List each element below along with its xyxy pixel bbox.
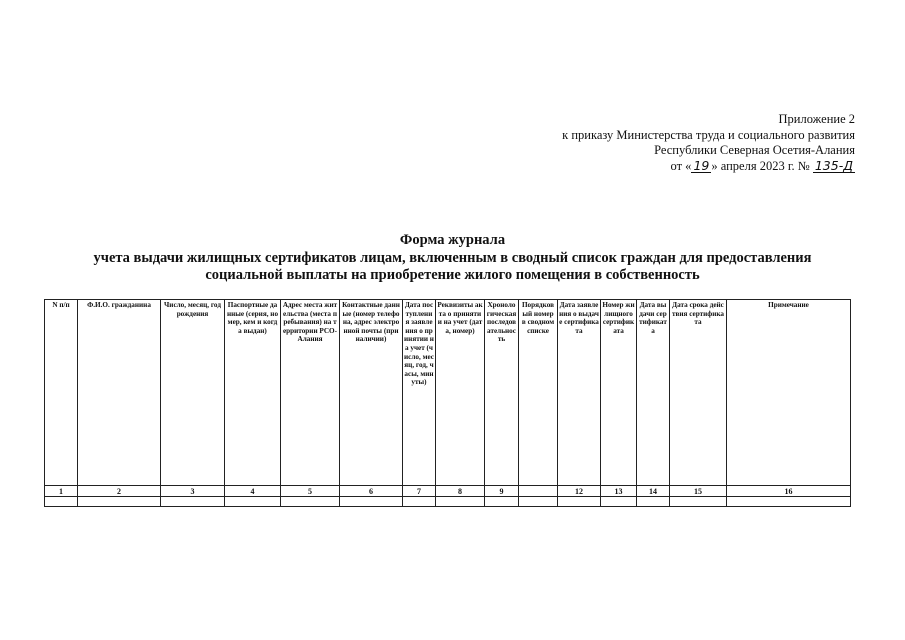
handwritten-order-number: 135-Д — [814, 157, 853, 173]
appendix-date-line — [562, 159, 855, 175]
column-numbers-row — [45, 486, 851, 497]
table-cell — [225, 497, 281, 507]
appendix-title: Приложение 2 — [778, 112, 855, 126]
col-number: 3 — [161, 486, 225, 497]
table-cell — [403, 497, 436, 507]
title-line-2: учета выдачи жилищных сертификатов лицам, включенным в сводный список граждан для предоставления — [93, 249, 812, 266]
table-cell — [45, 497, 78, 507]
col-header-passport: Паспортные данные (серия, номер, кем и когда выдан) — [225, 300, 281, 486]
table-cell — [340, 497, 403, 507]
col-number — [519, 486, 558, 497]
journal-table-wrapper — [44, 299, 850, 507]
col-number: 16 — [727, 486, 851, 497]
col-number: 9 — [485, 486, 519, 497]
col-header-list-number: Порядковый номер в сводном списке — [519, 300, 558, 486]
col-header-validity-date: Дата срока действия сертификата — [670, 300, 727, 486]
col-number: 12 — [558, 486, 601, 497]
col-number: 5 — [281, 486, 340, 497]
col-header-fio: Ф.И.О. гражданина — [78, 300, 161, 486]
col-header-issue-request-date: Дата заявления о выдаче сертификата — [558, 300, 601, 486]
col-header-address: Адрес места жительства (места пребывания) на территории РСО-Алания — [281, 300, 340, 486]
col-number: 1 — [45, 486, 78, 497]
header-row — [45, 300, 851, 486]
journal-table — [44, 299, 851, 507]
col-header-issue-date: Дата выдачи сертификата — [637, 300, 670, 486]
col-number: 7 — [403, 486, 436, 497]
col-number: 14 — [637, 486, 670, 497]
appendix-header — [562, 112, 855, 174]
handwritten-day: 19 — [693, 157, 710, 173]
appendix-republic-line: Республики Северная Осетия-Алания — [654, 143, 855, 157]
table-cell — [161, 497, 225, 507]
col-number: 15 — [670, 486, 727, 497]
table-cell — [519, 497, 558, 507]
col-number: 8 — [436, 486, 485, 497]
table-cell — [281, 497, 340, 507]
col-header-birthdate: Число, месяц, год рождения — [161, 300, 225, 486]
table-cell — [485, 497, 519, 507]
date-prefix: от « — [670, 158, 692, 173]
col-header-num: N п/п — [45, 300, 78, 486]
date-middle: » апреля 2023 г. № — [711, 158, 810, 173]
col-number: 2 — [78, 486, 161, 497]
col-header-chronology: Хронологическая последовательность — [485, 300, 519, 486]
col-header-act-details: Реквизиты акта о принятии на учет (дата, номер) — [436, 300, 485, 486]
table-cell — [727, 497, 851, 507]
col-header-application-date: Дата поступления заявления о принятии на учет (число, месяц, год, часы, минуты) — [403, 300, 436, 486]
appendix-order-line: к приказу Министерства труда и социального развития — [562, 127, 855, 142]
table-cell — [637, 497, 670, 507]
document-title — [0, 232, 905, 285]
col-header-certificate-number: Номер жилищного сертификата — [601, 300, 637, 486]
title-line-3: социальной выплаты на приобретение жилого помещения в собственность — [205, 267, 700, 283]
col-number: 6 — [340, 486, 403, 497]
table-cell — [78, 497, 161, 507]
col-header-note: Примечание — [727, 300, 851, 486]
col-number: 13 — [601, 486, 637, 497]
col-number: 4 — [225, 486, 281, 497]
empty-data-row — [45, 497, 851, 507]
table-cell — [436, 497, 485, 507]
table-cell — [558, 497, 601, 507]
table-cell — [601, 497, 637, 507]
table-cell — [670, 497, 727, 507]
title-line-1: Форма журнала — [399, 232, 506, 248]
col-header-contacts: Контактные данные (номер телефона, адрес электронной почты (при наличии) — [340, 300, 403, 486]
